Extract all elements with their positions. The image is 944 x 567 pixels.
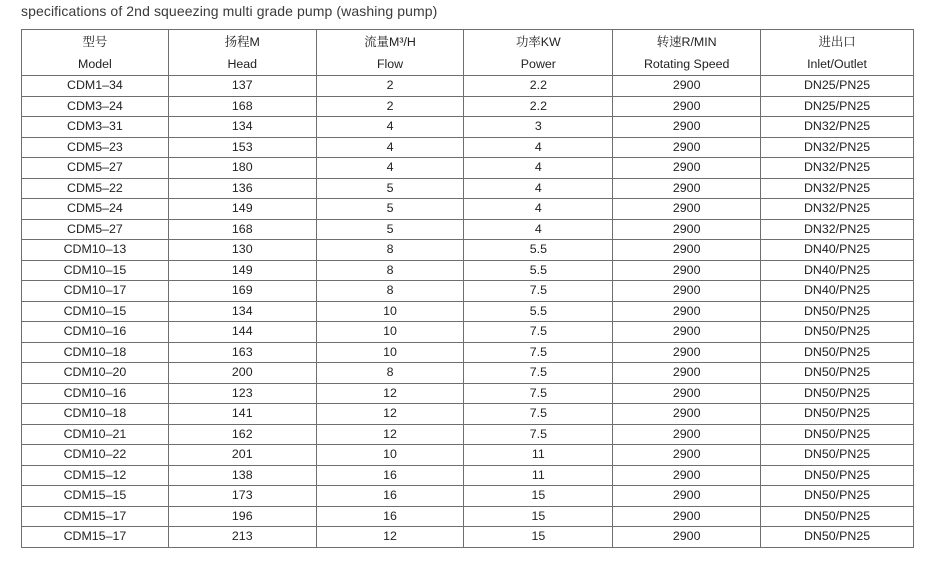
table-header bbox=[22, 30, 914, 76]
table-row bbox=[22, 219, 914, 240]
cell-power: 4 bbox=[464, 199, 613, 220]
cell-model: CDM5–23 bbox=[22, 137, 169, 158]
cell-flow: 5 bbox=[316, 199, 464, 220]
cell-flow: 2 bbox=[316, 76, 464, 97]
cell-flow: 4 bbox=[316, 117, 464, 138]
table-row bbox=[22, 178, 914, 199]
cell-flow: 16 bbox=[316, 506, 464, 527]
cell-speed: 2900 bbox=[613, 137, 761, 158]
cell-model: CDM10–18 bbox=[22, 404, 169, 425]
cell-head: 149 bbox=[168, 199, 316, 220]
cell-flow: 16 bbox=[316, 486, 464, 507]
cell-inlet-outlet: DN40/PN25 bbox=[761, 281, 914, 302]
cell-inlet-outlet: DN50/PN25 bbox=[761, 301, 914, 322]
header-row-chinese bbox=[22, 30, 914, 55]
header-en-power: Power bbox=[464, 54, 613, 76]
header-en-model: Model bbox=[22, 54, 169, 76]
table-row bbox=[22, 96, 914, 117]
table-row bbox=[22, 199, 914, 220]
table-body bbox=[22, 76, 914, 548]
cell-speed: 2900 bbox=[613, 424, 761, 445]
cell-speed: 2900 bbox=[613, 240, 761, 261]
table-row bbox=[22, 363, 914, 384]
cell-inlet-outlet: DN40/PN25 bbox=[761, 260, 914, 281]
cell-model: CDM10–17 bbox=[22, 281, 169, 302]
cell-head: 196 bbox=[168, 506, 316, 527]
cell-model: CDM15–12 bbox=[22, 465, 169, 486]
cell-inlet-outlet: DN50/PN25 bbox=[761, 322, 914, 343]
page-title: specifications of 2nd squeezing multi grade pump (washing pump) bbox=[21, 3, 438, 19]
cell-model: CDM10–13 bbox=[22, 240, 169, 261]
table-row bbox=[22, 445, 914, 466]
cell-head: 123 bbox=[168, 383, 316, 404]
header-zh-flow: 流量M³/H bbox=[316, 30, 464, 55]
cell-model: CDM5–27 bbox=[22, 219, 169, 240]
cell-inlet-outlet: DN50/PN25 bbox=[761, 404, 914, 425]
cell-speed: 2900 bbox=[613, 96, 761, 117]
table-row bbox=[22, 342, 914, 363]
cell-head: 162 bbox=[168, 424, 316, 445]
cell-flow: 5 bbox=[316, 219, 464, 240]
cell-power: 4 bbox=[464, 158, 613, 179]
table-row bbox=[22, 137, 914, 158]
cell-inlet-outlet: DN50/PN25 bbox=[761, 363, 914, 384]
cell-speed: 2900 bbox=[613, 178, 761, 199]
cell-speed: 2900 bbox=[613, 527, 761, 548]
cell-flow: 12 bbox=[316, 404, 464, 425]
cell-power: 15 bbox=[464, 506, 613, 527]
table-row bbox=[22, 158, 914, 179]
header-zh-head: 扬程M bbox=[168, 30, 316, 55]
cell-speed: 2900 bbox=[613, 260, 761, 281]
cell-model: CDM10–15 bbox=[22, 260, 169, 281]
cell-power: 7.5 bbox=[464, 363, 613, 384]
header-en-inlet-outlet: Inlet/Outlet bbox=[761, 54, 914, 76]
header-zh-power: 功率KW bbox=[464, 30, 613, 55]
cell-model: CDM10–18 bbox=[22, 342, 169, 363]
cell-power: 7.5 bbox=[464, 322, 613, 343]
table-row bbox=[22, 506, 914, 527]
table-row bbox=[22, 486, 914, 507]
cell-speed: 2900 bbox=[613, 219, 761, 240]
cell-model: CDM5–24 bbox=[22, 199, 169, 220]
table-row bbox=[22, 240, 914, 261]
header-zh-inlet-outlet: 进出口 bbox=[761, 30, 914, 55]
cell-flow: 10 bbox=[316, 301, 464, 322]
cell-power: 11 bbox=[464, 445, 613, 466]
spec-table bbox=[21, 29, 914, 548]
cell-power: 7.5 bbox=[464, 404, 613, 425]
cell-model: CDM10–22 bbox=[22, 445, 169, 466]
table-row bbox=[22, 301, 914, 322]
cell-model: CDM15–17 bbox=[22, 506, 169, 527]
cell-inlet-outlet: DN25/PN25 bbox=[761, 96, 914, 117]
cell-head: 136 bbox=[168, 178, 316, 199]
cell-model: CDM10–15 bbox=[22, 301, 169, 322]
cell-head: 180 bbox=[168, 158, 316, 179]
cell-power: 11 bbox=[464, 465, 613, 486]
header-en-head: Head bbox=[168, 54, 316, 76]
cell-model: CDM5–27 bbox=[22, 158, 169, 179]
cell-inlet-outlet: DN32/PN25 bbox=[761, 158, 914, 179]
cell-model: CDM10–16 bbox=[22, 322, 169, 343]
cell-inlet-outlet: DN32/PN25 bbox=[761, 219, 914, 240]
table-row bbox=[22, 465, 914, 486]
cell-power: 7.5 bbox=[464, 383, 613, 404]
cell-head: 137 bbox=[168, 76, 316, 97]
table-row bbox=[22, 117, 914, 138]
cell-speed: 2900 bbox=[613, 158, 761, 179]
cell-flow: 10 bbox=[316, 322, 464, 343]
cell-inlet-outlet: DN50/PN25 bbox=[761, 342, 914, 363]
cell-inlet-outlet: DN50/PN25 bbox=[761, 383, 914, 404]
cell-speed: 2900 bbox=[613, 301, 761, 322]
header-en-speed: Rotating Speed bbox=[613, 54, 761, 76]
cell-inlet-outlet: DN50/PN25 bbox=[761, 506, 914, 527]
cell-power: 15 bbox=[464, 527, 613, 548]
table-row bbox=[22, 424, 914, 445]
cell-speed: 2900 bbox=[613, 383, 761, 404]
cell-flow: 10 bbox=[316, 342, 464, 363]
cell-model: CDM10–21 bbox=[22, 424, 169, 445]
cell-power: 7.5 bbox=[464, 281, 613, 302]
cell-inlet-outlet: DN50/PN25 bbox=[761, 424, 914, 445]
cell-inlet-outlet: DN50/PN25 bbox=[761, 465, 914, 486]
cell-head: 169 bbox=[168, 281, 316, 302]
cell-model: CDM3–24 bbox=[22, 96, 169, 117]
cell-head: 134 bbox=[168, 117, 316, 138]
cell-power: 15 bbox=[464, 486, 613, 507]
header-zh-speed: 转速R/MIN bbox=[613, 30, 761, 55]
cell-speed: 2900 bbox=[613, 76, 761, 97]
cell-inlet-outlet: DN50/PN25 bbox=[761, 445, 914, 466]
cell-flow: 8 bbox=[316, 363, 464, 384]
cell-model: CDM5–22 bbox=[22, 178, 169, 199]
table-row bbox=[22, 404, 914, 425]
cell-inlet-outlet: DN32/PN25 bbox=[761, 117, 914, 138]
cell-power: 4 bbox=[464, 219, 613, 240]
cell-power: 3 bbox=[464, 117, 613, 138]
cell-flow: 2 bbox=[316, 96, 464, 117]
cell-flow: 8 bbox=[316, 240, 464, 261]
cell-speed: 2900 bbox=[613, 199, 761, 220]
cell-head: 168 bbox=[168, 96, 316, 117]
cell-power: 4 bbox=[464, 137, 613, 158]
cell-speed: 2900 bbox=[613, 465, 761, 486]
cell-power: 2.2 bbox=[464, 76, 613, 97]
cell-head: 130 bbox=[168, 240, 316, 261]
cell-head: 134 bbox=[168, 301, 316, 322]
cell-flow: 4 bbox=[316, 158, 464, 179]
cell-flow: 12 bbox=[316, 424, 464, 445]
cell-model: CDM10–16 bbox=[22, 383, 169, 404]
cell-model: CDM15–17 bbox=[22, 527, 169, 548]
cell-inlet-outlet: DN32/PN25 bbox=[761, 199, 914, 220]
cell-speed: 2900 bbox=[613, 281, 761, 302]
cell-flow: 10 bbox=[316, 445, 464, 466]
cell-head: 153 bbox=[168, 137, 316, 158]
cell-flow: 4 bbox=[316, 137, 464, 158]
cell-flow: 8 bbox=[316, 281, 464, 302]
cell-head: 200 bbox=[168, 363, 316, 384]
cell-head: 201 bbox=[168, 445, 316, 466]
cell-flow: 16 bbox=[316, 465, 464, 486]
cell-speed: 2900 bbox=[613, 404, 761, 425]
table-row bbox=[22, 281, 914, 302]
cell-speed: 2900 bbox=[613, 506, 761, 527]
cell-inlet-outlet: DN32/PN25 bbox=[761, 178, 914, 199]
cell-head: 149 bbox=[168, 260, 316, 281]
cell-inlet-outlet: DN32/PN25 bbox=[761, 137, 914, 158]
table-row bbox=[22, 322, 914, 343]
cell-speed: 2900 bbox=[613, 363, 761, 384]
cell-model: CDM10–20 bbox=[22, 363, 169, 384]
cell-head: 144 bbox=[168, 322, 316, 343]
cell-power: 2.2 bbox=[464, 96, 613, 117]
cell-inlet-outlet: DN25/PN25 bbox=[761, 76, 914, 97]
cell-model: CDM1–34 bbox=[22, 76, 169, 97]
cell-head: 213 bbox=[168, 527, 316, 548]
cell-power: 4 bbox=[464, 178, 613, 199]
cell-inlet-outlet: DN50/PN25 bbox=[761, 527, 914, 548]
cell-inlet-outlet: DN40/PN25 bbox=[761, 240, 914, 261]
table-row bbox=[22, 383, 914, 404]
cell-head: 173 bbox=[168, 486, 316, 507]
cell-speed: 2900 bbox=[613, 486, 761, 507]
cell-head: 168 bbox=[168, 219, 316, 240]
cell-power: 5.5 bbox=[464, 301, 613, 322]
cell-speed: 2900 bbox=[613, 342, 761, 363]
cell-flow: 12 bbox=[316, 527, 464, 548]
cell-speed: 2900 bbox=[613, 445, 761, 466]
cell-power: 7.5 bbox=[464, 342, 613, 363]
cell-speed: 2900 bbox=[613, 117, 761, 138]
table-row bbox=[22, 260, 914, 281]
cell-head: 141 bbox=[168, 404, 316, 425]
cell-head: 138 bbox=[168, 465, 316, 486]
cell-flow: 12 bbox=[316, 383, 464, 404]
cell-model: CDM15–15 bbox=[22, 486, 169, 507]
cell-power: 5.5 bbox=[464, 260, 613, 281]
cell-model: CDM3–31 bbox=[22, 117, 169, 138]
header-zh-model: 型号 bbox=[22, 30, 169, 55]
table-row bbox=[22, 76, 914, 97]
cell-head: 163 bbox=[168, 342, 316, 363]
header-en-flow: Flow bbox=[316, 54, 464, 76]
table-row bbox=[22, 527, 914, 548]
header-row-english bbox=[22, 54, 914, 76]
cell-power: 7.5 bbox=[464, 424, 613, 445]
cell-flow: 8 bbox=[316, 260, 464, 281]
cell-speed: 2900 bbox=[613, 322, 761, 343]
cell-power: 5.5 bbox=[464, 240, 613, 261]
cell-flow: 5 bbox=[316, 178, 464, 199]
cell-inlet-outlet: DN50/PN25 bbox=[761, 486, 914, 507]
